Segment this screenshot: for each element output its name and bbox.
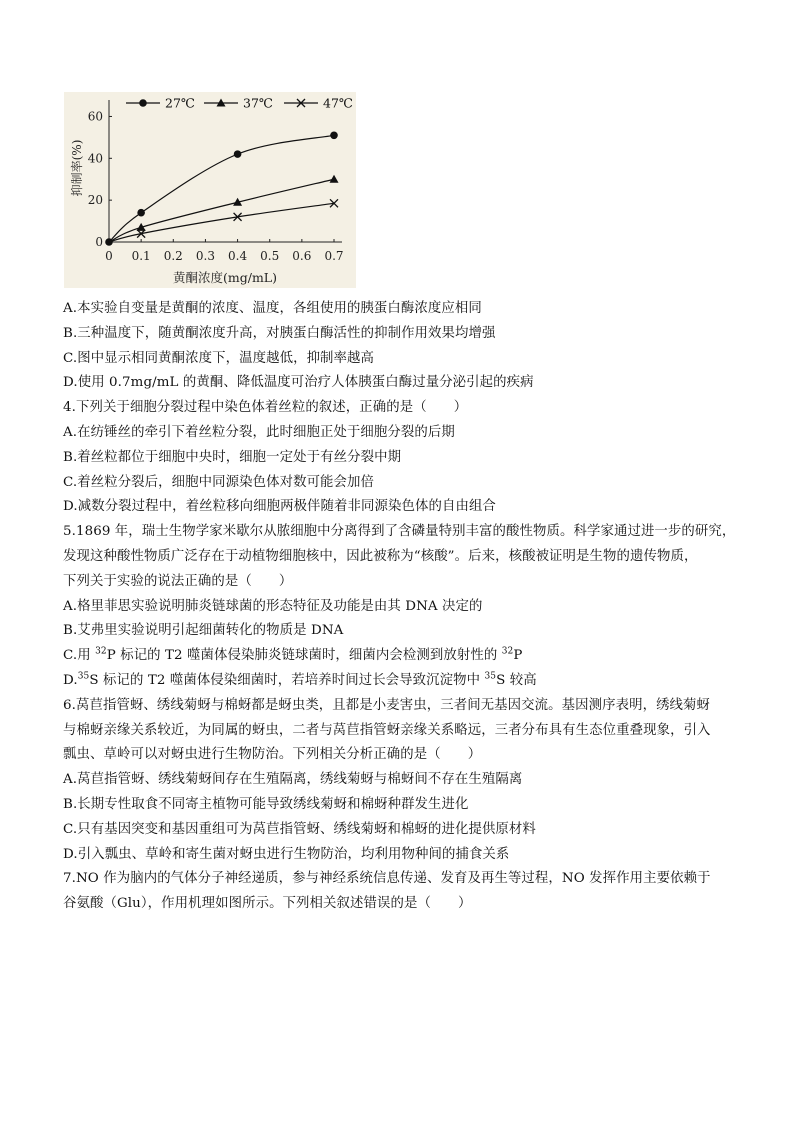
q5-d-prefix: D. xyxy=(63,672,78,688)
x-tick-label: 0.3 xyxy=(195,249,215,263)
q5-option-c xyxy=(63,644,735,669)
legend-label-1: 37℃ xyxy=(243,95,273,111)
series-line-2 xyxy=(109,203,334,242)
q7-stem-line-2: 谷氨酸（Glu），作用机理如图所示。下列相关叙述错误的是（ ） xyxy=(63,896,472,912)
x-tick-label: 0.7 xyxy=(324,249,344,263)
series-0-point xyxy=(234,150,242,158)
q4-stem: 4.下列关于细胞分裂过程中染色体着丝粒的叙述，正确的是（ ） xyxy=(63,400,468,416)
q4-option-a: A.在纺锤丝的牵引下着丝粒分裂，此时细胞正处于细胞分裂的后期 xyxy=(63,424,455,440)
q3-option-c: C.图中显示相同黄酮浓度下，温度越低，抑制率越高 xyxy=(63,350,375,366)
q5-option-b: B.艾弗里实验说明引起细菌转化的物质是 DNA xyxy=(63,623,344,639)
q4-option-b: B.着丝粒都位于细胞中央时，细胞一定处于有丝分裂中期 xyxy=(63,449,402,465)
y-tick-label: 20 xyxy=(87,193,103,208)
y-tick-label: 60 xyxy=(87,109,103,124)
inhibition-chart xyxy=(64,92,356,288)
q5-c-isotope-1: 32 xyxy=(95,646,107,657)
q6-option-c: C.只有基因突变和基因重组可为莴苣指管蚜、绣线菊蚜和棉蚜的进化提供原材料 xyxy=(63,821,536,837)
q5-stem-line-3: 下列关于实验的说法正确的是（ ） xyxy=(63,573,293,589)
inhibition-line-chart xyxy=(64,92,356,288)
x-tick-label: 0.1 xyxy=(131,249,151,263)
q5-stem-line-2: 发现这种酸性物质广泛存在于动植物细胞核中，因此被称为“核酸”。后来，核酸被证明是生物的遗传物质， xyxy=(63,548,698,564)
q5-c-prefix: C.用 xyxy=(63,648,96,664)
y-tick-label: 0 xyxy=(95,235,103,249)
q5-d-isotope-1: 35 xyxy=(77,671,90,682)
legend-label-2: 47℃ xyxy=(323,95,353,111)
q6-option-d: D.引入瓢虫、草岭和寄生菌对蚜虫进行生物防治，均利用物种间的捕食关系 xyxy=(63,846,510,862)
legend-marker-0 xyxy=(139,99,147,107)
q4-option-c: C.着丝粒分裂后，细胞中同源染色体对数可能会加倍 xyxy=(63,474,375,490)
q5-option-a: A.格里菲思实验说明肺炎链球菌的形态特征及功能是由其 DNA 决定的 xyxy=(63,598,483,614)
q6-option-a: A.莴苣指管蚜、绣线菊蚜间存在生殖隔离，绣线菊蚜与棉蚜间不存在生殖隔离 xyxy=(63,772,523,788)
q5-c-isotope-2: 32 xyxy=(501,646,514,657)
series-1-point xyxy=(330,175,339,183)
x-tick-label: 0.5 xyxy=(260,249,280,263)
series-0-point xyxy=(330,131,338,139)
y-tick-label: 40 xyxy=(87,151,103,166)
x-tick-label: 0.6 xyxy=(292,249,312,263)
x-tick-label: 0.2 xyxy=(163,249,183,263)
x-tick-label: 0.4 xyxy=(228,249,248,263)
x-axis-label: 黄酮浓度(mg/mL) xyxy=(173,270,277,285)
q6-stem-line-1: 6.莴苣指管蚜、绣线菊蚜与棉蚜都是蚜虫类，且都是小麦害虫，三者间无基因交流。基因测序表明，绣线菊蚜 xyxy=(63,697,711,713)
q6-stem-line-3: 瓢虫、草岭可以对蚜虫进行生物防治。下列相关分析正确的是（ ） xyxy=(63,747,482,763)
q3-option-a: A.本实验自变量是黄酮的浓度、温度，各组使用的胰蛋白酶浓度应相同 xyxy=(63,301,482,316)
series-0-point xyxy=(137,209,145,217)
q3-option-d: D.使用 0.7mg/mL 的黄酮、降低温度可治疗人体胰蛋白酶过量分泌引起的疾病 xyxy=(63,375,534,391)
q5-option-d xyxy=(63,669,735,694)
q6-stem-line-2: 与棉蚜亲缘关系较近，为同属的蚜虫，二者与莴苣指管蚜亲缘关系略远，三者分布具有生态位重叠现象，引入 xyxy=(63,722,711,738)
question-text-block xyxy=(63,297,735,917)
q5-c-end: P xyxy=(513,648,523,664)
legend-label-0: 27℃ xyxy=(165,95,195,111)
y-axis-label: 抑制率(%) xyxy=(70,139,84,197)
q5-c-middle: P 标记的 T2 噬菌体侵染肺炎链球菌时，细菌内会检测到放射性的 xyxy=(106,648,502,664)
q7-stem-line-1: 7.NO 作为脑内的气体分子神经递质，参与神经系统信息传递、发育及再生等过程，NO 发挥作用主要依赖于 xyxy=(63,871,711,887)
q5-d-middle: S 标记的 T2 噬菌体侵染细菌时，若培养时间过长会导致沉淀物中 xyxy=(89,672,485,688)
q3-option-b: B.三种温度下，随黄酮浓度升高，对胰蛋白酶活性的抑制作用效果均增强 xyxy=(63,325,496,341)
q5-d-end: S 较高 xyxy=(496,672,537,688)
q4-option-d: D.减数分裂过程中，着丝粒移向细胞两极伴随着非同源染色体的自由组合 xyxy=(63,499,496,515)
x-tick-label: 0 xyxy=(105,249,113,263)
q5-d-isotope-2: 35 xyxy=(484,671,497,682)
q6-option-b: B.长期专性取食不同寄主植物可能导致绣线菊蚜和棉蚜种群发生进化 xyxy=(63,796,469,812)
q5-stem-line-1: 5.1869 年，瑞士生物学家米歇尔从脓细胞中分离得到了含磷量特别丰富的酸性物质。科学家通过进一步的研究， xyxy=(63,524,736,540)
